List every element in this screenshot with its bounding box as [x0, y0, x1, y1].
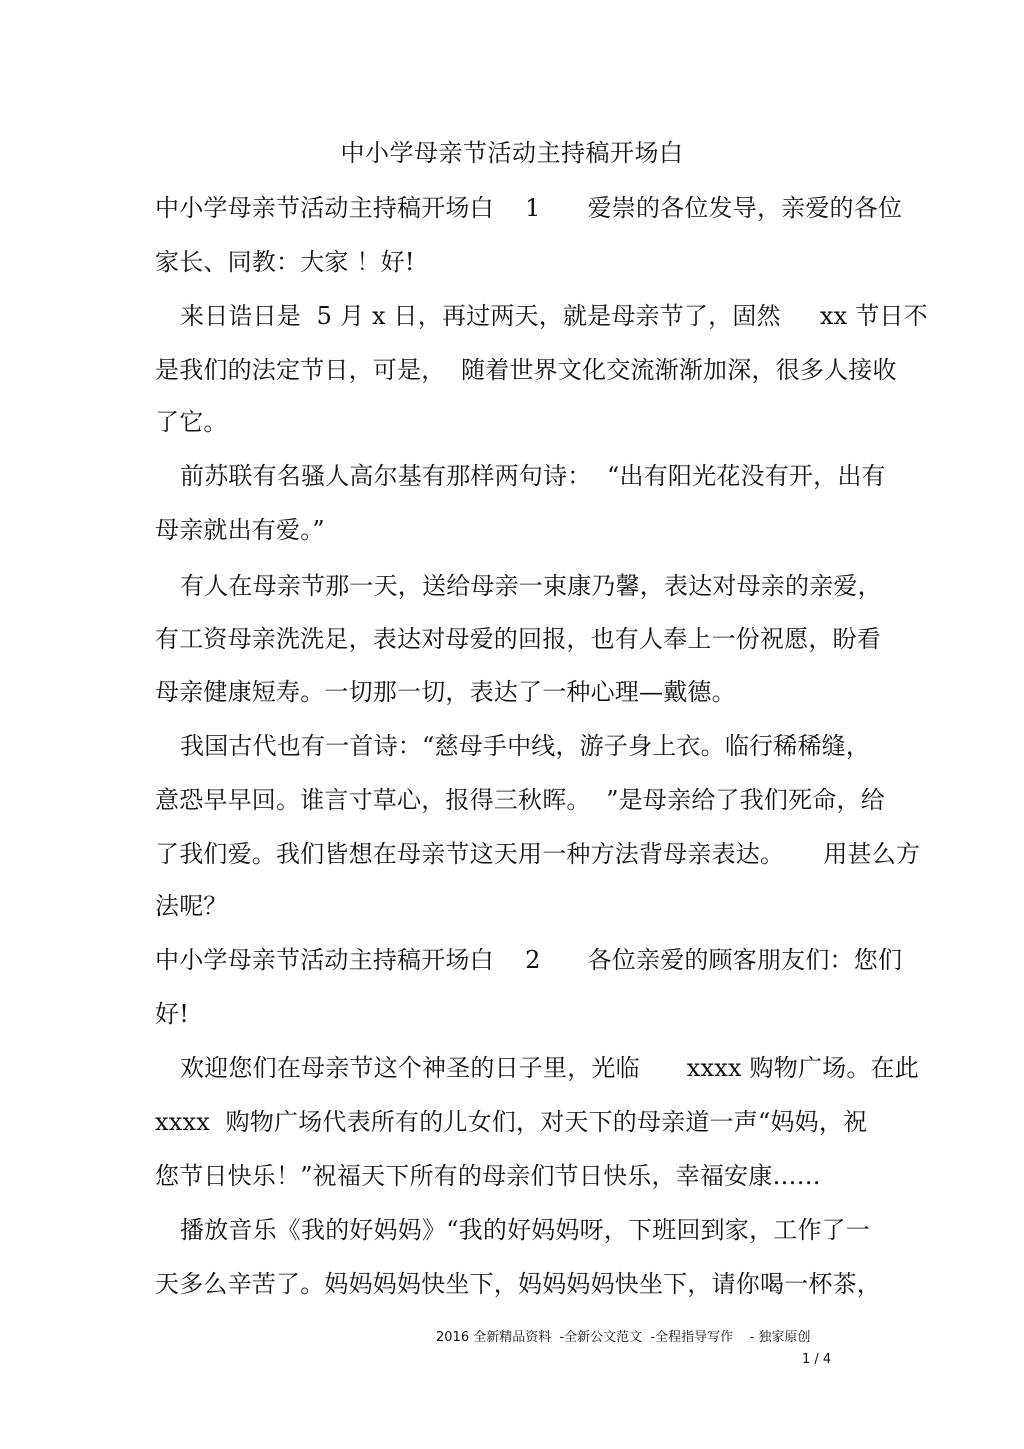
footer-text: 2016 全新精品资料 -全新公文范文 -全程指导写作 - 独家原创	[436, 1330, 811, 1345]
document-title: 中小学母亲节活动主持稿开场白	[340, 139, 684, 167]
text-line: 中小学母亲节活动主持稿开场白 1 爱崇的各位发导，亲爱的各位	[155, 194, 903, 222]
text-line: 欢迎您们在母亲节这个神圣的日子里，光临 xxxx 购物广场。在此	[180, 1054, 919, 1082]
text-line: 来日诰日是 5 月 x 日，再过两天，就是母亲节了，固然 xx 节日不	[180, 302, 928, 330]
text-line: 我国古代也有一首诗：“慈母手中线，游子身上衣。临行稀稀缝，	[180, 732, 871, 760]
text-line: 法呢？	[155, 892, 228, 920]
text-line: 前苏联有名骚人高尔基有那样两句诗： “出有阳光花没有开，出有	[180, 462, 886, 490]
text-line: 母亲就出有爱。”	[155, 516, 325, 544]
text-line: 意恐早早回。谁言寸草心，报得三秋晖。 ”是母亲给了我们死命，给	[155, 786, 885, 814]
text-line: 了我们爱。我们皆想在母亲节这天用一种方法背母亲表达。 用甚么方	[155, 840, 921, 868]
text-line: 有人在母亲节那一天，送给母亲一束康乃馨，表达对母亲的亲爱，	[180, 572, 882, 600]
text-line: 中小学母亲节活动主持稿开场白 2 各位亲爱的顾客朋友们：您们	[155, 946, 903, 974]
text-line: 家长、同教：大家 ！好!	[155, 248, 415, 276]
text-line: 播放音乐《我的好妈妈》“我的好妈妈呀，下班回到家，工作了一	[180, 1216, 871, 1244]
page-number: 1 / 4	[802, 1352, 832, 1367]
text-line: 您节日快乐！”祝福天下所有的母亲们节日快乐，幸福安康……	[155, 1162, 821, 1190]
text-line: 了它。	[155, 408, 228, 436]
text-line: 母亲健康短寿。一切那一切，表达了一种心理—戴德。	[155, 678, 736, 706]
text-line: 有工资母亲洗洗足，表达对母爱的回报，也有人奉上一份祝愿，盼看	[155, 625, 881, 653]
text-line: 好!	[155, 1000, 190, 1028]
text-line: xxxx 购物广场代表所有的儿女们，对天下的母亲道一声“妈妈，祝	[155, 1108, 868, 1136]
text-line: 天多么辛苦了。妈妈妈妈快坐下，妈妈妈妈快坐下，请你喝一杯茶，	[155, 1270, 881, 1298]
text-line: 是我们的法定节日，可是， 随着世界文化交流渐渐加深，很多人接收	[155, 356, 897, 384]
